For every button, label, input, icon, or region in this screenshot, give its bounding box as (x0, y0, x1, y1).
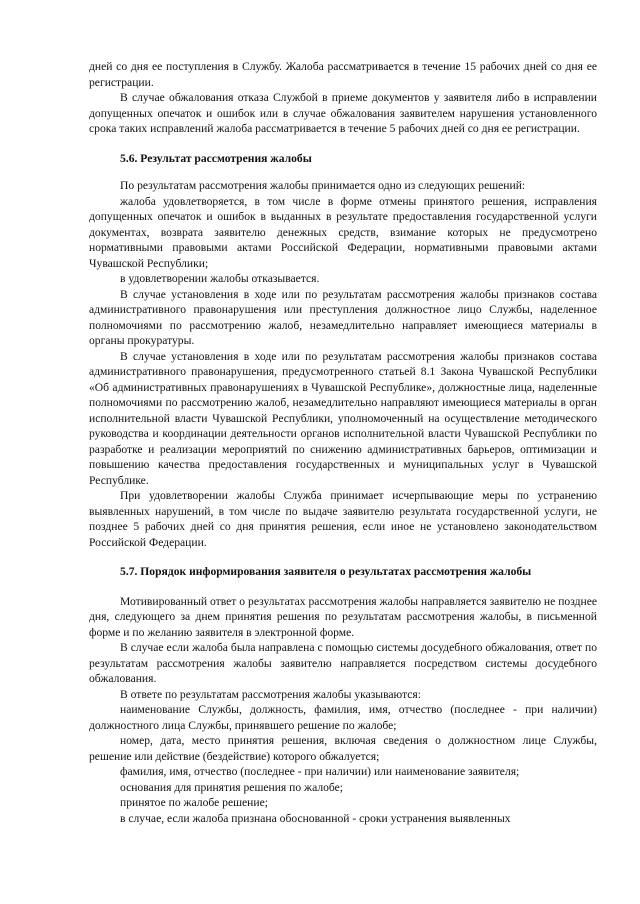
section-heading-5-7: 5.7. Порядок информирования заявителя о результатах рассмотрения жалобы (120, 565, 532, 578)
paragraph: жалоба удовлетворяется, в том числе в форме отмены принятого решения, исправления допущенных опечаток и ошибок в выданных в результате предоставления государственной услуги документах, возврата заявителю денежных средств, взимание которых не предусмотрено нормативными правовыми актами Российской Федерации, нормативными правовыми актами Чувашской Республики; (89, 194, 597, 270)
list-item: основания для принятия решения по жалобе; (120, 780, 344, 794)
paragraph: Мотивированный ответ о результатах рассмотрения жалобы направляется заявителю не позднее дня, следующего за днем принятия решения по результатам рассмотрения жалобы, в письменной форме и по желанию заявителя в электронной форме. (89, 594, 597, 639)
list-item: принятое по жалобе решение; (120, 796, 268, 809)
paragraph: В случае установления в ходе или по результатам рассмотрения жалобы признаков состава административного правонарушения, предусмотренного статьей 8.1 Закона Чувашской Республики «Об административных правонарушениях в Чувашской Республике», должностные лица, наделенные полномочиями по рассмотрению жалоб, незамедлительно направляют имеющиеся материалы в орган исполнительной власти Чувашской Республики, уполномоченный на осуществление методического руководства и координации деятельности органов исполнительной власти Чувашской Республики по разработке и реализации мероприятий по снижению административных барьеров, оптимизации и повышению качества предоставления государственных и муниципальных услуг в Чувашской Республике. (89, 349, 597, 487)
list-item: фамилия, имя, отчество (последнее - при наличии) или наименование заявителя; (120, 765, 520, 778)
paragraph: В ответе по результатам рассмотрения жалобы указываются: (120, 687, 421, 701)
list-item: номер, дата, место принятия решения, включая сведения о должностном лице Службы, решение или действие (бездействие) которого обжалуется; (89, 734, 597, 763)
paragraph: В случае установления в ходе или по результатам рассмотрения жалобы признаков состава административного правонарушения или преступления должностное лицо Службы, наделенное полномочиями по рассмотрению жалоб, незамедлительно направляет имеющиеся материалы в органы прокуратуры. (89, 287, 597, 347)
list-item: в случае, если жалоба признана обоснованной - сроки устранения выявленных (120, 811, 511, 825)
paragraph: По результатам рассмотрения жалобы принимается одно из следующих решений: (120, 179, 526, 192)
paragraph: В случае обжалования отказа Службой в приеме документов у заявителя либо в исправлении допущенных опечаток и ошибок или в случае обжалования заявителем нарушения установленного срока таких исправлений жалоба рассматривается в течение 5 рабочих дней со дня ее регистрации. (89, 91, 597, 135)
section-heading-5-6: 5.6. Результат рассмотрения жалобы (120, 151, 312, 165)
list-item: наименование Службы, должность, фамилия, имя, отчество (последнее - при наличии) должностного лица Службы, принявшего решение по жалобе; (89, 703, 597, 732)
paragraph: В случае если жалоба была направлена с помощью системы досудебного обжалования, ответ по результатам рассмотрения жалобы заявителю направляется посредством системы досудебного обжалования. (89, 641, 597, 685)
paragraph: При удовлетворении жалобы Служба принимает исчерпывающие меры по устранению выявленных нарушений, в том числе по выдаче заявителю результата государственной услуги, не позднее 5 рабочих дней со дня принятия решения, если иное не установлено законодательством Российской Федерации. (89, 489, 597, 549)
paragraph: в удовлетворении жалобы отказывается. (120, 272, 320, 285)
paragraph-continuation: дней со дня ее поступления в Службу. Жалоба рассматривается в течение 15 рабочих дней со дня ее регистрации. (89, 60, 597, 89)
